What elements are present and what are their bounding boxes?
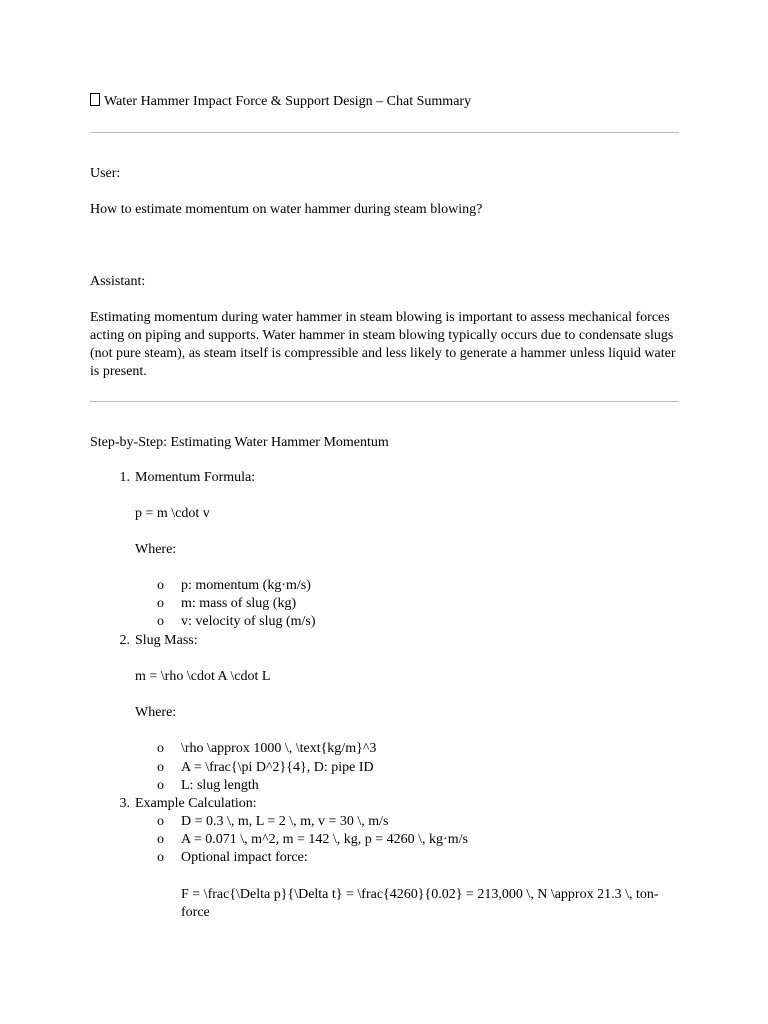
- list-item: p: momentum (kg·m/s): [181, 578, 311, 593]
- bullet-marker: o: [157, 614, 164, 629]
- bullet-marker: o: [157, 814, 164, 829]
- step-number: 3.: [119, 796, 130, 811]
- step-title: Example Calculation:: [135, 796, 257, 811]
- step-formula: p = m \cdot v: [135, 506, 210, 521]
- bullet-marker: o: [157, 778, 164, 793]
- assistant-paragraph: Estimating momentum during water hammer in steam blowing is important to assess mechanical forces acting on piping and supports. Water hammer in steam blowing typically occurs due to condensate slugs (not pure steam), as steam itself is compressible and less likely to generate a hammer unless liquid water is present.: [90, 310, 676, 379]
- list-item: L: slug length: [181, 778, 259, 793]
- horizontal-rule: [90, 401, 679, 402]
- step-number: 1.: [119, 470, 130, 485]
- list-item: v: velocity of slug (m/s): [181, 614, 316, 629]
- list-item: A = \frac{\pi D^2}{4}, D: pipe ID: [181, 760, 374, 775]
- step-where-label: Where:: [135, 705, 177, 720]
- missing-glyph-icon: [90, 93, 100, 106]
- user-question: How to estimate momentum on water hammer during steam blowing?: [90, 202, 483, 217]
- step-where-label: Where:: [135, 542, 177, 557]
- list-item: A = 0.071 \, m^2, m = 142 \, kg, p = 4260 \, kg·m/s: [181, 832, 468, 847]
- step-title: Slug Mass:: [135, 633, 198, 648]
- bullet-marker: o: [157, 596, 164, 611]
- list-item: D = 0.3 \, m, L = 2 \, m, v = 30 \, m/s: [181, 814, 389, 829]
- list-item: \rho \approx 1000 \, \text{kg/m}^3: [181, 741, 377, 756]
- step-formula: m = \rho \cdot A \cdot L: [135, 669, 271, 684]
- bullet-marker: o: [157, 850, 164, 865]
- list-item: Optional impact force:: [181, 850, 308, 865]
- assistant-label: Assistant:: [90, 274, 146, 289]
- document-title-text: Water Hammer Impact Force & Support Design – Chat Summary: [104, 94, 472, 109]
- section-heading: Step-by-Step: Estimating Water Hammer Momentum: [90, 435, 389, 450]
- bullet-marker: o: [157, 832, 164, 847]
- user-label: User:: [90, 166, 121, 181]
- impact-formula: F = \frac{\Delta p}{\Delta t} = \frac{4260}{0.02} = 213,000 \, N \approx 21.3 \, ton-force: [181, 887, 659, 920]
- document-title: [90, 93, 471, 111]
- step-title: Momentum Formula:: [135, 470, 256, 485]
- bullet-marker: o: [157, 760, 164, 775]
- list-item: m: mass of slug (kg): [181, 596, 297, 611]
- step-number: 2.: [119, 633, 130, 648]
- horizontal-rule: [90, 132, 679, 133]
- bullet-marker: o: [157, 741, 164, 756]
- bullet-marker: o: [157, 578, 164, 593]
